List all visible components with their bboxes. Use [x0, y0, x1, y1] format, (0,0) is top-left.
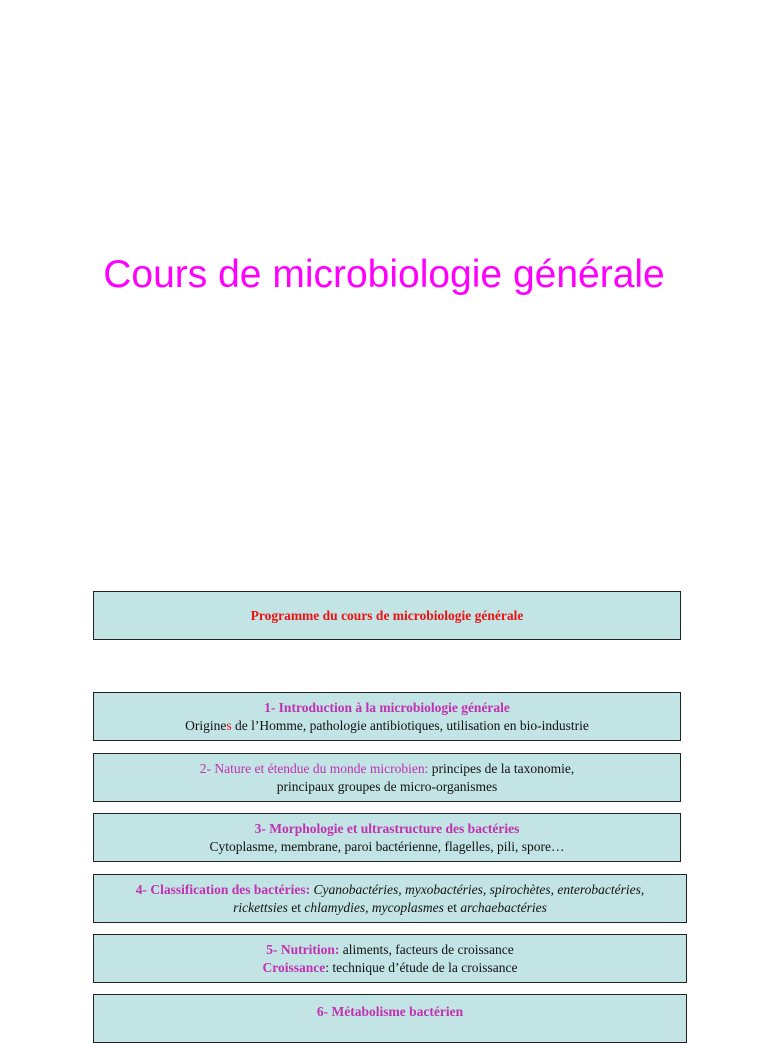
item-4-and-2: et	[443, 899, 461, 915]
programme-item-5	[93, 934, 687, 983]
item-4-rickettsies: rickettsies	[233, 899, 288, 915]
item-4-heading: 4- Classification des bactéries:	[135, 881, 311, 897]
item-4-archaebacteries: archaebactéries	[460, 899, 547, 915]
item-4-chlamydies: chlamydies	[304, 899, 366, 915]
item-3-heading: 3- Morphologie et ultrastructure des bactéries	[254, 820, 520, 836]
programme-header-box	[93, 591, 681, 640]
item-2-text-2: principaux groupes de micro-organismes	[276, 778, 498, 794]
item-4-comma: ,	[365, 899, 372, 915]
page-title: Cours de microbiologie générale	[103, 253, 665, 296]
item-5-heading: 5- Nutrition:	[266, 941, 340, 957]
item-4-text-1: Cyanobactéries, myxobactéries, spirochètes, enterobactéries,	[310, 881, 645, 897]
item-2-heading: 2- Nature et étendue du monde microbien:	[199, 760, 429, 776]
item-6-heading: 6- Métabolisme bactérien	[316, 1004, 464, 1019]
item-3-text: Cytoplasme, membrane, paroi bactérienne, flagelles, pili, spore…	[209, 838, 565, 854]
item-1-text-prefix: Origine	[185, 717, 227, 733]
item-1-text-rest: de l’Homme, pathologie antibiotiques, utilisation en bio-industrie	[231, 717, 589, 733]
item-2-text-1: principes de la taxonomie,	[428, 760, 575, 776]
programme-item-1	[93, 692, 681, 741]
programme-header: Programme du cours de microbiologie générale	[250, 607, 524, 623]
programme-item-6	[93, 994, 687, 1043]
item-4-mycoplasmes: mycoplasmes	[371, 899, 444, 915]
programme-item-4	[93, 874, 687, 923]
item-4-and-1: et	[287, 899, 305, 915]
programme-item-2	[93, 753, 681, 802]
programme-item-3	[93, 813, 681, 862]
item-1-heading: 1- Introduction à la microbiologie générale	[264, 699, 510, 715]
item-1-text-highlight: s	[226, 717, 232, 733]
item-5-text-1: aliments, facteurs de croissance	[339, 941, 514, 957]
item-5-text-2: : technique d’étude de la croissance	[325, 959, 518, 975]
item-5-heading-2: Croissance	[262, 959, 326, 975]
